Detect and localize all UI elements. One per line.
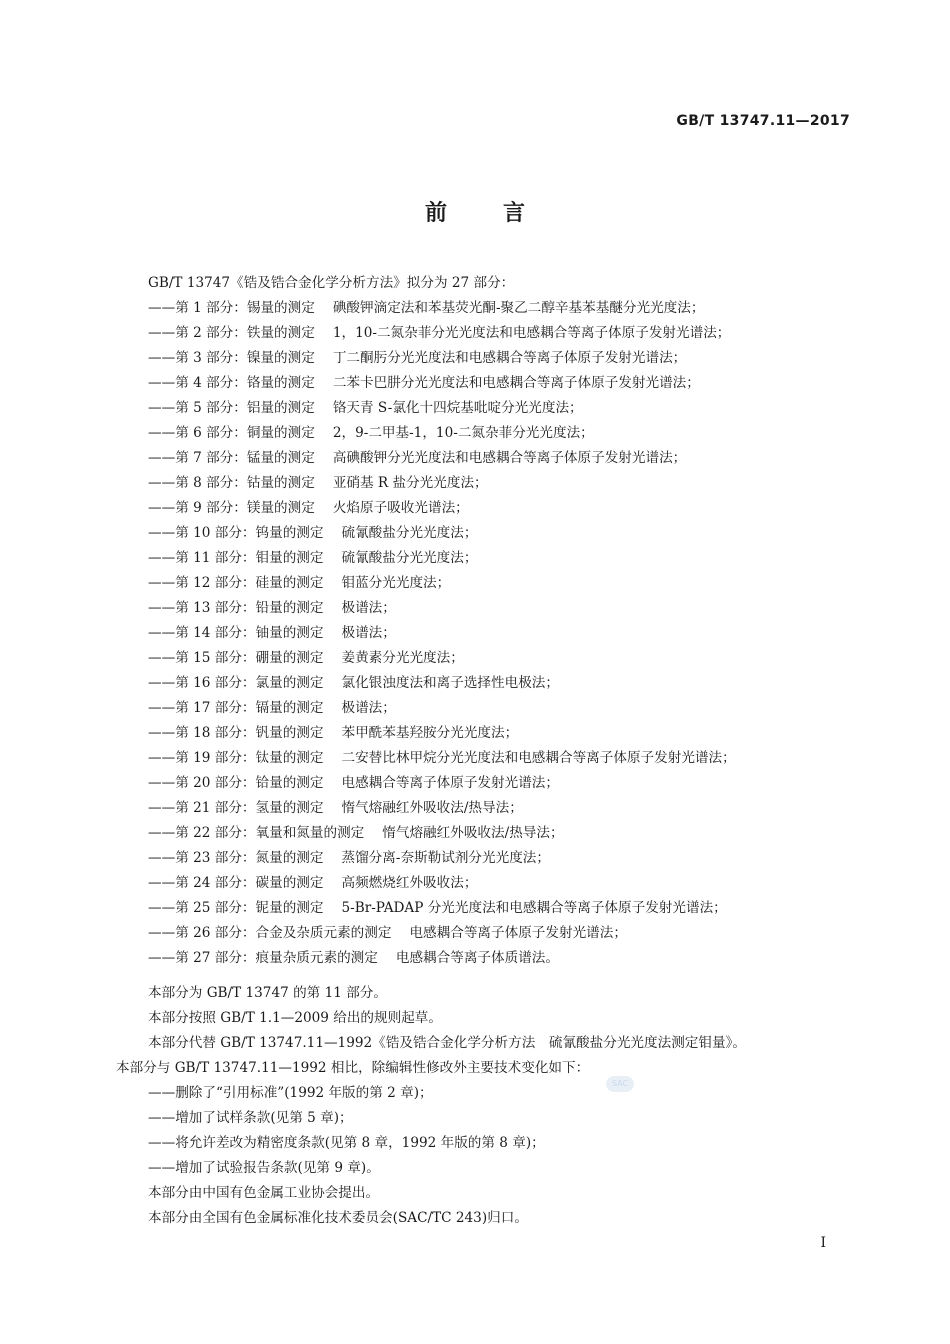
part-label: ——第 14 部分：铀量的测定 xyxy=(148,625,324,641)
sac-watermark-logo: SAC xyxy=(606,1076,634,1092)
part-label: ——第 23 部分：氮量的测定 xyxy=(148,850,324,866)
part-label: ——第 27 部分：痕量杂质元素的测定 xyxy=(148,950,378,966)
part-method: 极谱法； xyxy=(341,600,396,616)
part-method: 惰气熔融红外吸收法/热导法； xyxy=(341,800,523,816)
part-label: ——第 7 部分：锰量的测定 xyxy=(148,450,315,466)
part-list-item xyxy=(148,698,396,718)
part-label: ——第 2 部分：铁量的测定 xyxy=(148,325,315,341)
part-list-item xyxy=(148,523,477,543)
part-method: 二安替比林甲烷分光光度法和电感耦合等离子体原子发射光谱法； xyxy=(341,750,736,766)
part-label: ——第 4 部分：铬量的测定 xyxy=(148,375,315,391)
part-method: 5-Br-PADAP 分光光度法和电感耦合等离子体原子发射光谱法； xyxy=(341,900,727,916)
part-label: ——第 18 部分：钒量的测定 xyxy=(148,725,324,741)
part-label: ——第 3 部分：镍量的测定 xyxy=(148,350,315,366)
part-list-item xyxy=(148,873,477,893)
intro-paragraph: GB/T 13747《锆及锆合金化学分析方法》拟分为 27 部分： xyxy=(148,275,515,291)
part-method: 苯甲酰苯基羟胺分光光度法； xyxy=(341,725,519,741)
part-label: ——第 9 部分：镁量的测定 xyxy=(148,500,315,516)
part-method: 亚硝基 R 盐分光光度法； xyxy=(332,475,488,491)
part-method: 硫氰酸盐分光光度法； xyxy=(341,525,478,541)
part-list-item xyxy=(148,948,559,968)
part-list-item xyxy=(148,923,627,943)
part-list-item xyxy=(148,623,396,643)
part-method: 火焰原子吸收光谱法； xyxy=(332,500,469,516)
part-list-item xyxy=(148,473,488,493)
part-list-item xyxy=(148,423,594,443)
part-label: ——第 26 部分：合金及杂质元素的测定 xyxy=(148,925,392,941)
part-list-item xyxy=(148,598,396,618)
part-method: 硫氰酸盐分光光度法； xyxy=(341,550,478,566)
part-label: ——第 5 部分：铝量的测定 xyxy=(148,400,315,416)
part-label: ——第 22 部分：氧量和氮量的测定 xyxy=(148,825,365,841)
part-method: 姜黄素分光光度法； xyxy=(341,650,464,666)
drafting-rules-paragraph: 本部分按照 GB/T 1.1—2009 给出的规则起草。 xyxy=(148,1010,442,1026)
standard-code: GB/T 13747.11—2017 xyxy=(676,113,850,129)
part-label: ——第 19 部分：钛量的测定 xyxy=(148,750,324,766)
changes-intro-paragraph: 本部分与 GB/T 13747.11—1992 相比，除编辑性修改外主要技术变化如下： xyxy=(116,1060,590,1076)
part-label: ——第 16 部分：氯量的测定 xyxy=(148,675,324,691)
change-item: ——将允许差改为精密度条款(见第 8 章，1992 年版的第 8 章)； xyxy=(148,1135,545,1151)
part-list-item xyxy=(148,673,559,693)
replacement-paragraph: 本部分代替 GB/T 13747.11—1992《锆及锆合金化学分析方法 硫氰酸盐分光光度法测定钼量》。 xyxy=(148,1035,746,1051)
part-method: 惰气熔融红外吸收法/热导法； xyxy=(382,825,564,841)
part-method: 二苯卡巴肼分光光度法和电感耦合等离子体原子发射光谱法； xyxy=(332,375,700,391)
part-label: ——第 10 部分：钨量的测定 xyxy=(148,525,324,541)
part-label: ——第 17 部分：镉量的测定 xyxy=(148,700,324,716)
part-method: 2，9-二甲基-1，10-二氮杂菲分光光度法； xyxy=(332,425,594,441)
part-method: 钼蓝分光光度法； xyxy=(341,575,451,591)
part-label: ——第 20 部分：铪量的测定 xyxy=(148,775,324,791)
part-label: ——第 15 部分：硼量的测定 xyxy=(148,650,324,666)
part-list-item xyxy=(148,723,518,743)
part-method: 碘酸钾滴定法和苯基荧光酮-聚乙二醇辛基苯基醚分光光度法； xyxy=(332,300,705,316)
part-label: ——第 11 部分：钼量的测定 xyxy=(148,550,324,566)
part-list-item xyxy=(148,848,550,868)
part-method: 极谱法； xyxy=(341,625,396,641)
part-label: ——第 8 部分：钴量的测定 xyxy=(148,475,315,491)
part-list-item xyxy=(148,398,583,418)
part-list-item xyxy=(148,498,469,518)
change-item: ——删除了“引用标准”(1992 年版的第 2 章)； xyxy=(148,1085,433,1101)
part-list-item xyxy=(148,323,730,343)
part-method: 电感耦合等离子体质谱法。 xyxy=(395,950,559,966)
committee-paragraph: 本部分由全国有色金属标准化技术委员会(SAC/TC 243)归口。 xyxy=(148,1210,528,1226)
part-list-item xyxy=(148,823,564,843)
part-method: 1，10-二氮杂菲分光光度法和电感耦合等离子体原子发射光谱法； xyxy=(332,325,731,341)
part-method: 氯化银浊度法和离子选择性电极法； xyxy=(341,675,559,691)
part-number-paragraph: 本部分为 GB/T 13747 的第 11 部分。 xyxy=(148,985,387,1001)
page-number: I xyxy=(820,1235,826,1251)
part-method: 电感耦合等离子体原子发射光谱法； xyxy=(341,775,559,791)
part-list-item xyxy=(148,648,464,668)
part-list-item xyxy=(148,548,477,568)
part-label: ——第 13 部分：铅量的测定 xyxy=(148,600,324,616)
part-list-item xyxy=(148,373,700,393)
part-label: ——第 24 部分：碳量的测定 xyxy=(148,875,324,891)
part-label: ——第 25 部分：铌量的测定 xyxy=(148,900,324,916)
part-method: 蒸馏分离-奈斯勒试剂分光光度法； xyxy=(341,850,550,866)
proposer-paragraph: 本部分由中国有色金属工业协会提出。 xyxy=(148,1185,380,1201)
part-label: ——第 1 部分：锡量的测定 xyxy=(148,300,315,316)
part-list-item xyxy=(148,773,559,793)
part-list-item xyxy=(148,798,523,818)
part-list-item xyxy=(148,448,686,468)
part-method: 铬天青 S-氯化十四烷基吡啶分光光度法； xyxy=(332,400,583,416)
part-list-item xyxy=(148,898,727,918)
part-method: 高频燃烧红外吸收法； xyxy=(341,875,478,891)
page-title: 前言 xyxy=(424,201,581,226)
part-list-item xyxy=(148,348,686,368)
part-list-item xyxy=(148,573,450,593)
part-list-item xyxy=(148,298,704,318)
part-label: ——第 6 部分：铜量的测定 xyxy=(148,425,315,441)
part-method: 电感耦合等离子体原子发射光谱法； xyxy=(409,925,627,941)
part-list-item xyxy=(148,748,736,768)
part-method: 高碘酸钾分光光度法和电感耦合等离子体原子发射光谱法； xyxy=(332,450,687,466)
change-item: ——增加了试验报告条款(见第 9 章)。 xyxy=(148,1160,380,1176)
part-method: 丁二酮肟分光光度法和电感耦合等离子体原子发射光谱法； xyxy=(332,350,687,366)
part-label: ——第 21 部分：氢量的测定 xyxy=(148,800,324,816)
part-label: ——第 12 部分：硅量的测定 xyxy=(148,575,324,591)
part-method: 极谱法； xyxy=(341,700,396,716)
change-item: ——增加了试样条款(见第 5 章)； xyxy=(148,1110,353,1126)
